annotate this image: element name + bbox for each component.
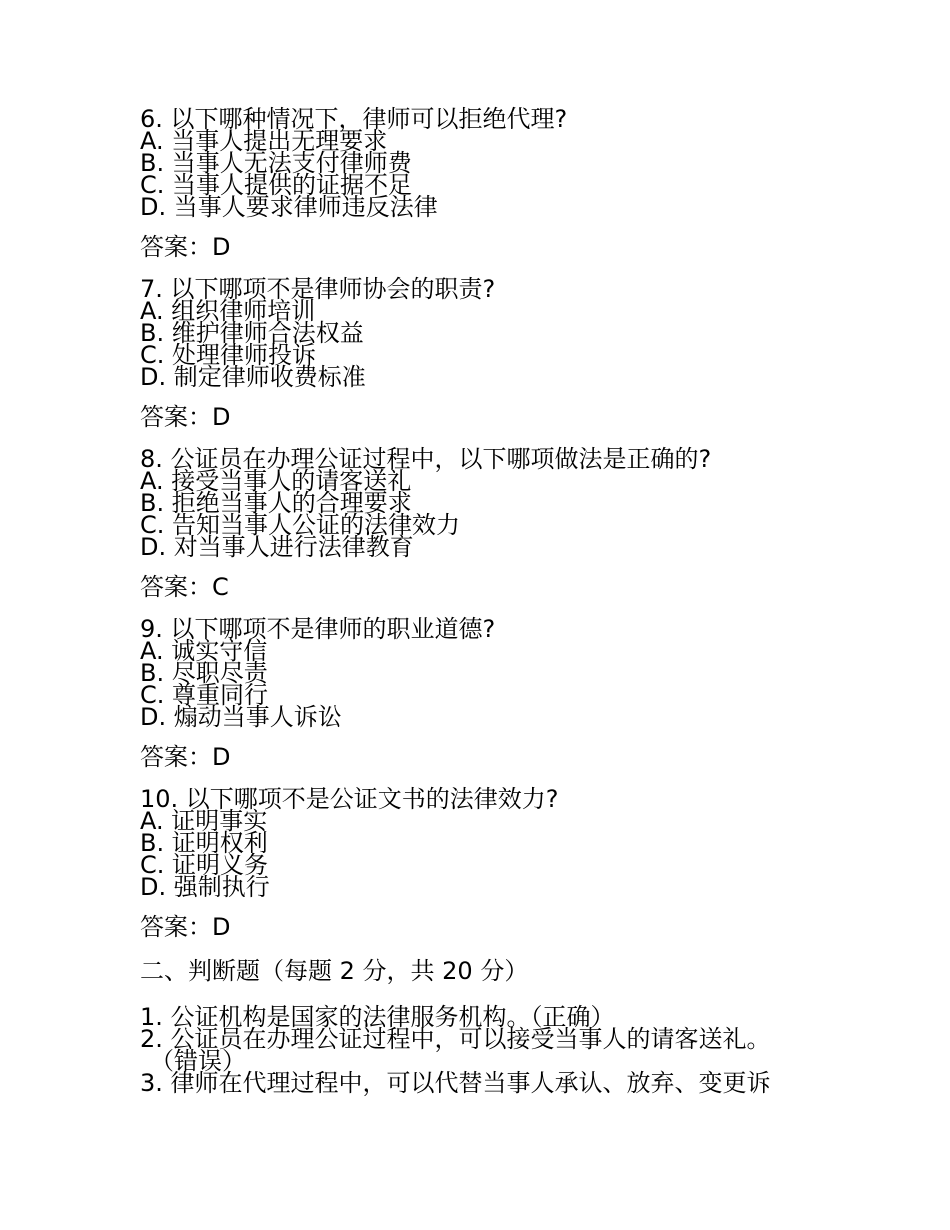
option-a: A. 接受当事人的请客送礼 [140, 467, 412, 495]
answer-line: 答案：D [140, 403, 231, 431]
tf-item-2-continued: （错误） [150, 1047, 246, 1075]
true-false-list [140, 1003, 820, 1097]
option-c: C. 尊重同行 [140, 681, 269, 709]
question-7 [140, 275, 820, 431]
question-8 [140, 445, 820, 601]
option-c: C. 证明义务 [140, 851, 269, 879]
option-d: D. 煽动当事人诉讼 [140, 703, 342, 731]
option-b: B. 尽职尽责 [140, 659, 268, 687]
question-stem: 10. 以下哪项不是公证文书的法律效力? [140, 785, 559, 813]
question-stem: 9. 以下哪项不是律师的职业道德? [140, 615, 496, 643]
question-10 [140, 785, 820, 941]
answer-line: 答案：D [140, 233, 231, 261]
option-d: D. 当事人要求律师违反法律 [140, 193, 438, 221]
tf-item-1: 1. 公证机构是国家的法律服务机构。（正确） [140, 1003, 615, 1031]
section-heading: 二、判断题（每题 2 分，共 20 分） [140, 957, 529, 985]
answer-line: 答案：D [140, 743, 231, 771]
option-d: D. 强制执行 [140, 873, 270, 901]
document-page [140, 105, 820, 1097]
option-b: B. 维护律师合法权益 [140, 319, 364, 347]
option-a: A. 证明事实 [140, 807, 268, 835]
question-6 [140, 105, 820, 261]
option-d: D. 对当事人进行法律教育 [140, 533, 414, 561]
option-b: B. 证明权利 [140, 829, 268, 857]
question-stem: 7. 以下哪项不是律师协会的职责? [140, 275, 496, 303]
option-d: D. 制定律师收费标准 [140, 363, 366, 391]
option-c: C. 处理律师投诉 [140, 341, 317, 369]
option-a: A. 当事人提出无理要求 [140, 127, 388, 155]
option-b: B. 当事人无法支付律师费 [140, 149, 412, 177]
answer-line: 答案：D [140, 913, 231, 941]
question-stem: 8. 公证员在办理公证过程中，以下哪项做法是正确的? [140, 445, 712, 473]
answer-line: 答案：C [140, 573, 229, 601]
option-b: B. 拒绝当事人的合理要求 [140, 489, 412, 517]
tf-item-2: 2. 公证员在办理公证过程中，可以接受当事人的请客送礼。 [140, 1025, 771, 1053]
option-a: A. 组织律师培训 [140, 297, 316, 325]
option-c: C. 当事人提供的证据不足 [140, 171, 413, 199]
option-c: C. 告知当事人公证的法律效力 [140, 511, 461, 539]
question-stem: 6. 以下哪种情况下，律师可以拒绝代理? [140, 105, 568, 133]
question-9 [140, 615, 820, 771]
option-a: A. 诚实守信 [140, 637, 268, 665]
tf-item-3: 3. 律师在代理过程中，可以代替当事人承认、放弃、变更诉 [140, 1069, 771, 1097]
